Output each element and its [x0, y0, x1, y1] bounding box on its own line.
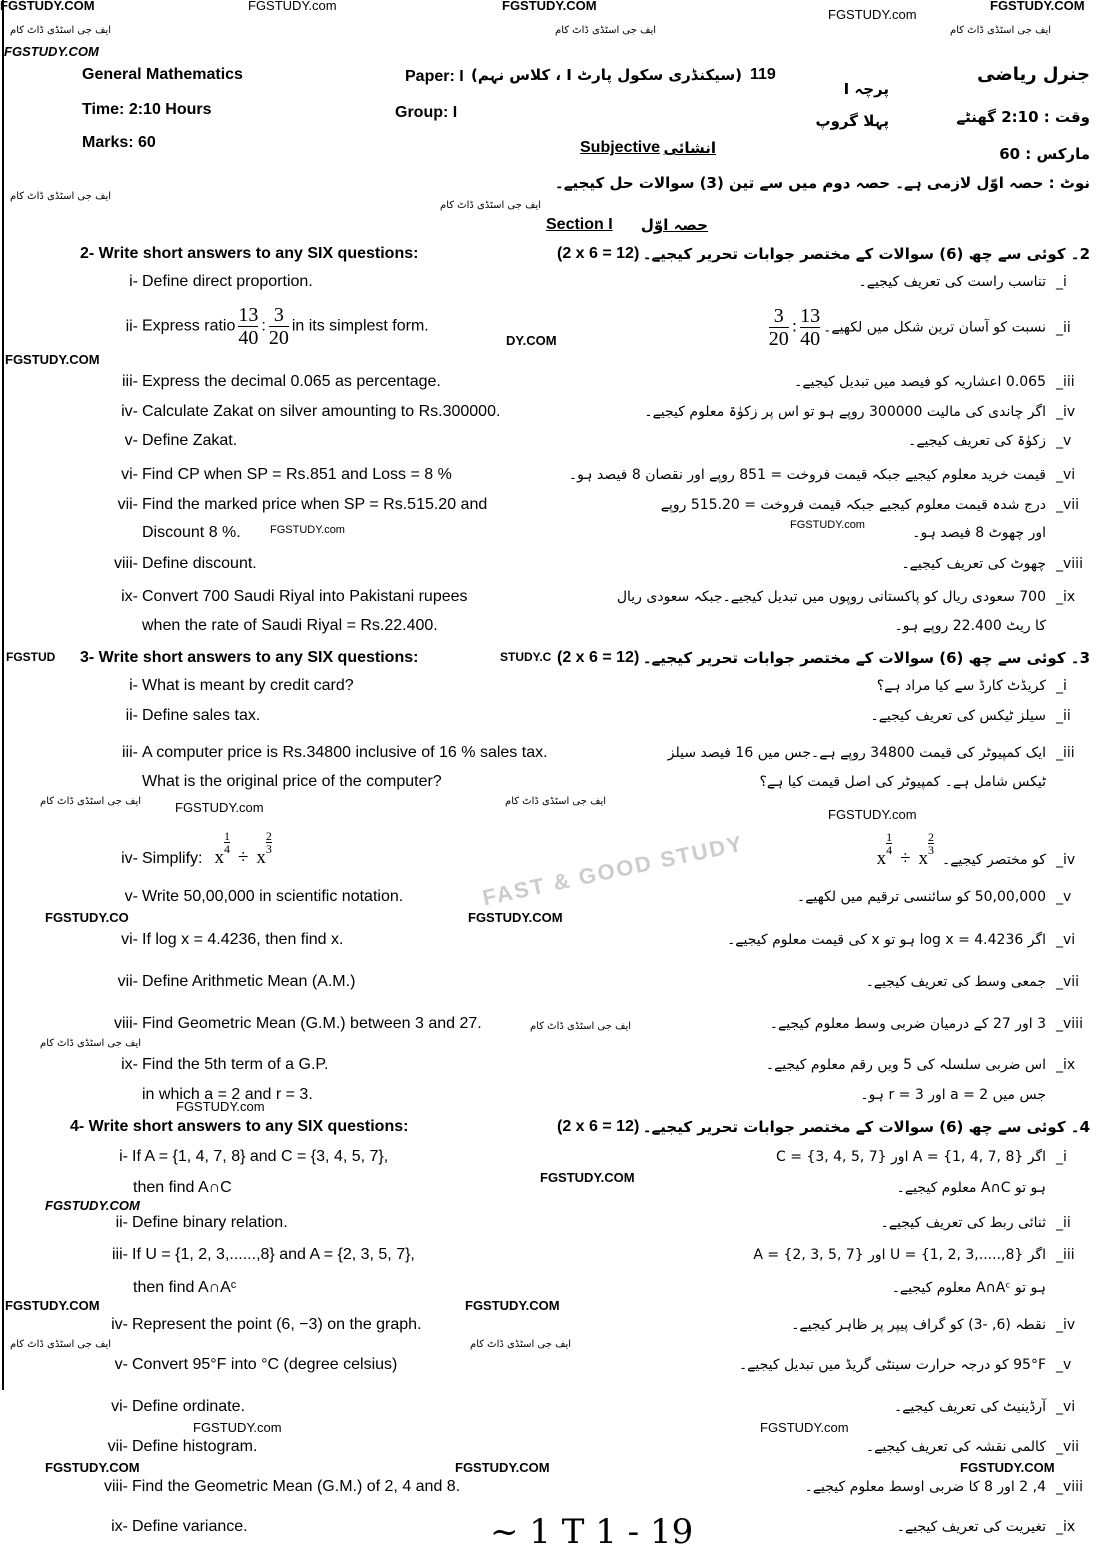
question-line-ur [908, 433, 1090, 449]
question-text-ur: 0.065 اعشاریہ کو فیصد میں تبدیل کیجیے۔ [794, 374, 1046, 390]
question-line-en [76, 888, 403, 906]
watermark: FGSTUDY.COM [960, 1460, 1055, 1475]
roman-numeral: v- [114, 1356, 128, 1373]
class-ur: (سیکنڈری سکول پارٹ I ، کلاس نہم) [471, 66, 742, 84]
roman-numeral: v- [124, 888, 138, 905]
question-text-ur: آرڈینیٹ کی تعریف کیجیے۔ [894, 1399, 1046, 1415]
question-text-ur: اگر A = {1, 4, 7, 8} اور C = {3, 4, 5, 7} [776, 1149, 1046, 1165]
question-text-ur: درج شدہ قیمت معلوم کیجیے جبکہ قیمت فروخت = 515.20 روپے [660, 497, 1046, 513]
fraction [266, 830, 272, 855]
roman-numeral-ur: _vii [1056, 1439, 1080, 1455]
numerator: 2 [928, 830, 935, 844]
question-text-ur: نسبت کو آسان ترین شکل میں لکھیے۔ [823, 319, 1046, 336]
roman-numeral-ur: _ix [1056, 1519, 1076, 1535]
watermark: FGSTUDY.com [176, 1099, 265, 1114]
question-marks: (2 x 6 = 12) [557, 1118, 640, 1135]
question-line-en [133, 1179, 232, 1197]
question-line-en [76, 588, 468, 606]
question-text: If U = {1, 2, 3,......,8} and A = {2, 3, 5, 7}, [132, 1246, 415, 1263]
ratio-separator: : [791, 316, 798, 336]
numerator: 1 [886, 830, 893, 844]
question-text-ur: کا ریٹ 22.400 روپے ہو۔ [894, 618, 1046, 634]
paper-ur: پرچہ I [843, 80, 889, 98]
numerator: 3 [269, 304, 289, 327]
question-line-en [66, 1438, 257, 1456]
subject-ur: جنرل ریاضی [977, 64, 1090, 85]
question-line-ur [753, 1247, 1090, 1263]
watermark: ایف جی اسٹڈی ڈاٹ کام [505, 796, 607, 807]
watermark: ایف جی اسٹڈی ڈاٹ کام [40, 1038, 142, 1049]
roman-numeral: v- [124, 432, 138, 449]
watermark: ایف جی اسٹڈی ڈاٹ کام [555, 25, 657, 36]
question-text: in its simplest form. [291, 317, 429, 335]
roman-numeral: vi- [121, 931, 138, 948]
question-heading-en: 2- Write short answers to any SIX questions: [80, 245, 419, 262]
question-line-ur [759, 774, 1046, 790]
question-text-ur: 95°F کو درجہ حرارت سینٹی گریڈ میں تبدیل کیجیے۔ [738, 1357, 1046, 1373]
question-text-ur: اگر log x = 4.4236 ہو تو x کی قیمت معلوم کیجیے۔ [727, 932, 1046, 948]
roman-numeral: vii- [117, 973, 138, 990]
roman-numeral-ur: _ix [1056, 589, 1076, 605]
subjective-en: Subjective [580, 139, 661, 156]
watermark: FGSTUDY.COM [5, 352, 100, 367]
question-line-en [76, 707, 260, 725]
roman-numeral: ix- [111, 1518, 128, 1535]
watermark: ایف جی اسٹڈی ڈاٹ کام [470, 1339, 572, 1350]
question-text-ur: 4, 2 اور 8 کا ضربی اوسط معلوم کیجیے۔ [804, 1479, 1046, 1495]
question-text: then find A∩Aᶜ [133, 1279, 237, 1296]
question-line-ur [644, 404, 1090, 420]
question-line-en [76, 496, 487, 514]
question-text: If log x = 4.4236, then find x. [142, 931, 344, 948]
question-line-ur [901, 556, 1090, 572]
denominator: 40 [800, 328, 821, 350]
roman-numeral: iii- [122, 744, 138, 761]
question-heading-ur: 2۔ کوئی سے چھ (6) سوالات کے مختصر جوابات تحریر کیجیے۔ [642, 245, 1090, 263]
question-text-ur: اگر چاندی کی مالیت 300000 روپے ہو تو اس پر زکوٰۃ معلوم کیجیے۔ [644, 404, 1046, 420]
question-text-ur: 700 سعودی ریال کو پاکستانی روپوں میں تبدیل کیجیے۔جبکہ سعودی ریال [616, 589, 1046, 605]
watermark: FGSTUDY.com [193, 1420, 282, 1435]
denominator: 40 [238, 327, 259, 349]
question-line-en [66, 1356, 397, 1374]
question-text-ur: ہو تو A∩Aᶜ معلوم کیجیے۔ [891, 1280, 1046, 1296]
subjective-ur: انشائی [663, 139, 716, 157]
fraction [886, 831, 892, 856]
question-line-en [66, 1316, 422, 1334]
watermark: ایف جی اسٹڈی ڈاٹ کام [10, 1339, 112, 1350]
handwritten-mark: ~ 1 T 1 - 19 [490, 1512, 694, 1552]
watermark: ایف جی اسٹڈی ڈاٹ کام [530, 1021, 632, 1032]
question-line-en [76, 677, 354, 695]
question-line-ur [859, 274, 1090, 290]
expression [877, 831, 934, 870]
roman-numeral: iv- [111, 1316, 128, 1333]
roman-numeral: iv- [121, 850, 138, 867]
question-text: Find Geometric Mean (G.M.) between 3 and 27. [142, 1015, 482, 1032]
question-text-ur: قیمت خرید معلوم کیجیے جبکہ قیمت فروخت = 851 روپے اور نقصان 8 فیصد ہو۔ [568, 467, 1046, 483]
question-text-ur: ثنائی ربط کی تعریف کیجیے۔ [880, 1215, 1046, 1231]
question-line-ur [892, 1280, 1046, 1296]
divide-sign: ÷ [900, 848, 911, 869]
question-text: Define direct proportion. [142, 273, 313, 290]
question-text: Define discount. [142, 555, 257, 572]
watermark: ایف جی اسٹڈی ڈاٹ کام [950, 25, 1052, 36]
roman-numeral: iii- [122, 373, 138, 390]
question-line-ur [866, 974, 1090, 990]
numerator: 3 [769, 305, 789, 328]
watermark: FGSTUDY.com [270, 524, 345, 536]
watermark: FGSTUDY.com [175, 800, 264, 815]
question-text: Find CP when SP = Rs.851 and Loss = 8 % [142, 466, 452, 483]
question-line-ur [897, 1519, 1090, 1535]
roman-numeral: ii- [115, 1214, 128, 1231]
question-text: Define sales tax. [142, 707, 261, 724]
roman-numeral: ii- [125, 707, 138, 724]
roman-numeral-ur: _ii [1056, 319, 1071, 336]
question-line-en [76, 373, 441, 391]
question-line-ur [895, 618, 1046, 634]
paper-code: 119 [750, 66, 776, 83]
question-line-ur [661, 497, 1090, 513]
question-heading-ur: 4۔ کوئی سے چھ (6) سوالات کے مختصر جوابات تحریر کیجیے۔ [642, 1118, 1090, 1136]
fraction [224, 830, 230, 855]
numerator: 1 [223, 829, 230, 843]
question-line-ur [860, 1087, 1046, 1103]
question-heading-en: 3- Write short answers to any SIX questions: [80, 649, 419, 666]
question-text-ur: سیلز ٹیکس کی تعریف کیجیے۔ [870, 708, 1046, 724]
question-text-ur: جس میں a = 2 اور r = 3 ہو۔ [860, 1087, 1046, 1103]
watermark: STUDY.C [500, 650, 552, 664]
roman-numeral: vi- [111, 1398, 128, 1415]
question-text: Define Zakat. [142, 432, 238, 449]
roman-numeral-ur: _vii [1056, 974, 1080, 990]
question-text-ur: اور چھوٹ 8 فیصد ہو۔ [912, 525, 1046, 541]
question-text: Find the Geometric Mean (G.M.) of 2, 4 and 8. [132, 1478, 461, 1495]
roman-numeral-ur: _iii [1056, 374, 1075, 390]
watermark: FGSTUD [6, 650, 56, 664]
numerator: 13 [800, 305, 821, 327]
question-marks: (2 x 6 = 12) [557, 245, 640, 262]
question-text-ur: 3 اور 27 کے درمیان ضربی وسط معلوم کیجیے۔ [769, 1016, 1046, 1032]
paper-en: Paper: I [405, 68, 464, 85]
question-line-ur [739, 1357, 1090, 1373]
watermark: FGSTUDY.COM [468, 910, 563, 925]
question-line-en [142, 1086, 313, 1104]
question-text: Write 50,00,000 in scientific notation. [142, 888, 404, 905]
roman-numeral-ur: _i [1056, 1149, 1067, 1165]
roman-numeral-ur: _v [1056, 1357, 1072, 1373]
watermark: FGSTUDY.CO [45, 910, 129, 925]
question-line-ur [897, 1180, 1046, 1196]
question-line-ur [877, 678, 1090, 694]
question-line-en [76, 931, 343, 949]
watermark: FGSTUDY.com [828, 7, 917, 22]
question-text: Define variance. [132, 1518, 248, 1535]
question-line-en [66, 1398, 245, 1416]
roman-numeral-ur: _ii [1056, 1215, 1071, 1231]
question-heading-en: 4- Write short answers to any SIX questions: [70, 1118, 409, 1135]
question-line-en [76, 466, 452, 484]
question-text: Find the 5th term of a G.P. [142, 1056, 329, 1073]
question-line-ur [766, 305, 1090, 350]
denominator: 20 [268, 327, 289, 349]
watermark: FGSTUDY.COM [540, 1170, 635, 1185]
watermark: FGSTUDY.COM [990, 0, 1085, 13]
question-line-en [76, 403, 500, 421]
roman-numeral: i- [129, 677, 138, 694]
watermark: ایف جی اسٹڈی ڈاٹ کام [10, 25, 112, 36]
base-x: x [256, 847, 266, 868]
question-line-ur [617, 589, 1090, 605]
question-text-ur: جمعی وسط کی تعریف کیجیے۔ [865, 974, 1046, 990]
question-line-en [76, 432, 237, 450]
roman-numeral-ur: _iii [1056, 745, 1075, 761]
question-line-ur [766, 1057, 1090, 1073]
group-ur: پہلا گروپ [815, 112, 889, 130]
question-line-en [66, 1246, 415, 1264]
question-line-ur [794, 374, 1090, 390]
marks-ur: مارکس : 60 [999, 145, 1090, 163]
question-text: Convert 700 Saudi Riyal into Pakistani rupees [142, 588, 468, 605]
question-text: Define histogram. [132, 1438, 258, 1455]
question-line-en [76, 273, 313, 291]
denominator: 4 [886, 843, 893, 857]
question-text: Define ordinate. [132, 1398, 245, 1415]
watermark: FGSTUDY.COM [5, 1298, 100, 1313]
question-text-ur: نقطہ (6, -3) کو گراف پیپر پر ظاہر کیجیے۔ [791, 1317, 1046, 1333]
time-en: Time: 2:10 Hours [82, 101, 212, 118]
question-text: What is meant by credit card? [142, 677, 354, 694]
watermark: ایف جی اسٹڈی ڈاٹ کام [40, 796, 142, 807]
roman-numeral: vii- [107, 1438, 128, 1455]
roman-numeral: ii- [125, 317, 138, 335]
question-text: Discount 8 %. [142, 524, 241, 541]
question-line-en [76, 973, 355, 991]
question-text-ur: ٹیکس شامل ہے۔ کمپیوٹر کی اصل قیمت کیا ہے؟ [759, 774, 1046, 790]
question-text-ur: زکوٰۃ کی تعریف کیجیے۔ [908, 433, 1046, 449]
group-en: Group: I [395, 104, 458, 121]
denominator: 20 [768, 328, 789, 350]
question-line-ur [770, 1016, 1090, 1032]
watermark: FGSTUDY.COM [45, 1460, 140, 1475]
marks-en: Marks: 60 [82, 134, 156, 151]
question-line-ur [805, 1479, 1090, 1495]
denominator: 3 [928, 843, 935, 857]
question-line-en [76, 1015, 482, 1033]
question-line-en [76, 304, 429, 349]
question-text: in which a = 2 and r = 3. [142, 1086, 313, 1103]
watermark: FGSTUDY.COM [4, 44, 99, 59]
fraction [800, 305, 820, 350]
question-line-en [66, 1518, 248, 1536]
question-line-ur [668, 745, 1090, 761]
watermark: FGSTUDY.COM [455, 1460, 550, 1475]
question-line-en [76, 555, 257, 573]
roman-numeral-ur: _v [1056, 889, 1072, 905]
roman-numeral-ur: _i [1056, 274, 1067, 290]
question-line-ur [791, 1317, 1090, 1333]
question-text: Simplify: [142, 850, 203, 867]
question-line-en [76, 830, 272, 869]
subject-en: General Mathematics [82, 66, 243, 83]
question-text: What is the original price of the computer? [142, 773, 442, 790]
denominator: 4 [223, 842, 230, 856]
question-text: A computer price is Rs.34800 inclusive of 16 % sales tax. [142, 744, 548, 761]
roman-numeral: iv- [121, 403, 138, 420]
watermark: ایف جی اسٹڈی ڈاٹ کام [10, 191, 112, 202]
watermark: FGSTUDY.COM [502, 0, 597, 13]
watermark-diagonal: FAST & GOOD STUDY [480, 830, 746, 911]
question-text-ur: 50,00,000 کو سائنسی ترقیم میں لکھیے۔ [796, 889, 1046, 905]
numerator: 2 [265, 829, 272, 843]
watermark: FGSTUDY.com [760, 1420, 849, 1435]
question-text-ur: کو مختصر کیجیے۔ [942, 852, 1046, 868]
question-text: then find A∩C [133, 1179, 232, 1196]
roman-numeral-ur: _vi [1056, 932, 1076, 948]
roman-numeral-ur: _viii [1056, 1479, 1083, 1495]
question-line-ur [871, 708, 1090, 724]
instructions-note-ur: نوٹ : حصہ اوّل لازمی ہے۔ حصہ دوم میں سے تین (3) سوالات حل کیجیے۔ [554, 174, 1090, 192]
question-text-ur: کالمی نقشہ کی تعریف کیجیے۔ [865, 1439, 1046, 1455]
question-text-ur: تناسب راست کی تعریف کیجیے۔ [858, 274, 1046, 290]
roman-numeral-ur: _vi [1056, 467, 1076, 483]
question-line-ur [912, 525, 1046, 541]
question-line-en [76, 744, 548, 762]
question-text-ur: تغیریت کی تعریف کیجیے۔ [896, 1519, 1046, 1535]
question-line-ur [894, 1399, 1090, 1415]
roman-numeral: vii- [117, 496, 138, 513]
watermark: FGSTUDY.COM [45, 1198, 140, 1213]
question-line-ur [797, 889, 1090, 905]
base-x: x [918, 848, 929, 869]
roman-numeral: i- [129, 273, 138, 290]
fraction [928, 831, 934, 856]
roman-numeral-ur: _iv [1056, 1317, 1076, 1333]
question-text-ur: ایک کمپیوٹر کی قیمت 34800 روپے ہے۔جس میں 16 فیصد سیلز [667, 745, 1046, 761]
roman-numeral-ur: _viii [1056, 1016, 1083, 1032]
roman-numeral: viii- [104, 1478, 128, 1495]
question-text-ur: چھوٹ کی تعریف کیجیے۔ [901, 556, 1046, 572]
scan-left-border [2, 0, 4, 1390]
roman-numeral-ur: _viii [1056, 556, 1083, 572]
roman-numeral-ur: _iv [1056, 852, 1076, 868]
watermark: DY.COM [506, 333, 557, 348]
question-line-ur [569, 467, 1090, 483]
base-x: x [214, 847, 224, 868]
roman-numeral-ur: _v [1056, 433, 1072, 449]
watermark: FGSTUDY.com [248, 0, 337, 13]
question-line-en [66, 1478, 460, 1496]
denominator: 3 [265, 842, 272, 856]
roman-numeral: ix- [121, 1056, 138, 1073]
question-text: when the rate of Saudi Riyal = Rs.22.400. [142, 617, 438, 634]
question-text: Calculate Zakat on silver amounting to Rs.300000. [142, 403, 501, 420]
roman-numeral: vi- [121, 466, 138, 483]
question-line-en [66, 1148, 388, 1166]
roman-numeral-ur: _iii [1056, 1247, 1075, 1263]
section-ur: حصہ اوّل [640, 216, 708, 234]
question-text: Express the decimal 0.065 as percentage. [142, 373, 441, 390]
roman-numeral-ur: _vii [1056, 497, 1080, 513]
question-text-ur: اگر U = {1, 2, 3,.....,8} اور A = {2, 3, 5, 7} [753, 1247, 1046, 1263]
roman-numeral: viii- [114, 555, 138, 572]
time-ur: وقت : 2:10 گھنٹے [956, 108, 1090, 126]
question-line-en [142, 773, 442, 791]
question-text: Represent the point (6, −3) on the graph. [132, 1316, 422, 1333]
watermark: FGSTUDY.COM [0, 0, 95, 13]
question-text-ur: کریڈٹ کارڈ سے کیا مراد ہے؟ [876, 678, 1046, 694]
question-text: Define binary relation. [132, 1214, 288, 1231]
section-en: Section I [546, 216, 613, 233]
question-line-en [133, 1279, 236, 1297]
fraction [769, 305, 789, 350]
numerator: 13 [238, 304, 259, 326]
question-line-en [66, 1214, 288, 1232]
question-line-ur [881, 1215, 1090, 1231]
question-marks: (2 x 6 = 12) [557, 649, 640, 666]
roman-numeral: viii- [114, 1015, 138, 1032]
roman-numeral: i- [119, 1148, 128, 1165]
question-text: If A = {1, 4, 7, 8} and C = {3, 4, 5, 7}, [132, 1148, 389, 1165]
question-text-ur: اس ضربی سلسلہ کی 5 ویں رقم معلوم کیجیے۔ [765, 1057, 1046, 1073]
question-line-ur [866, 1439, 1090, 1455]
question-line-en [142, 617, 438, 635]
roman-numeral-ur: _ix [1056, 1057, 1076, 1073]
watermark: FGSTUDY.COM [465, 1298, 560, 1313]
question-line-en [76, 1056, 328, 1074]
question-text-ur: ہو تو A∩C معلوم کیجیے۔ [896, 1180, 1046, 1196]
base-x: x [876, 848, 887, 869]
question-text: Define Arithmetic Mean (A.M.) [142, 973, 356, 990]
question-line-ur [776, 1149, 1090, 1165]
ratio-separator: : [261, 317, 266, 335]
roman-numeral-ur: _i [1056, 678, 1067, 694]
roman-numeral: ix- [121, 588, 138, 605]
question-heading-ur: 3۔ کوئی سے چھ (6) سوالات کے مختصر جوابات تحریر کیجیے۔ [642, 649, 1090, 667]
question-line-en [142, 524, 241, 542]
fraction [269, 304, 289, 349]
watermark: FGSTUDY.com [828, 807, 917, 822]
question-line-ur [877, 831, 1090, 870]
watermark: FGSTUDY.com [790, 519, 865, 531]
divide-sign: ÷ [237, 847, 249, 868]
question-line-ur [727, 932, 1090, 948]
roman-numeral-ur: _vi [1056, 1399, 1076, 1415]
roman-numeral: iii- [112, 1246, 128, 1263]
question-text: Find the marked price when SP = Rs.515.20 and [142, 496, 488, 513]
question-text: Convert 95°F into °C (degree celsius) [132, 1356, 398, 1373]
question-text: Express ratio [142, 317, 236, 335]
roman-numeral-ur: _iv [1056, 404, 1076, 420]
roman-numeral-ur: _ii [1056, 708, 1071, 724]
watermark: ایف جی اسٹڈی ڈاٹ کام [440, 200, 542, 211]
fraction [238, 304, 258, 349]
